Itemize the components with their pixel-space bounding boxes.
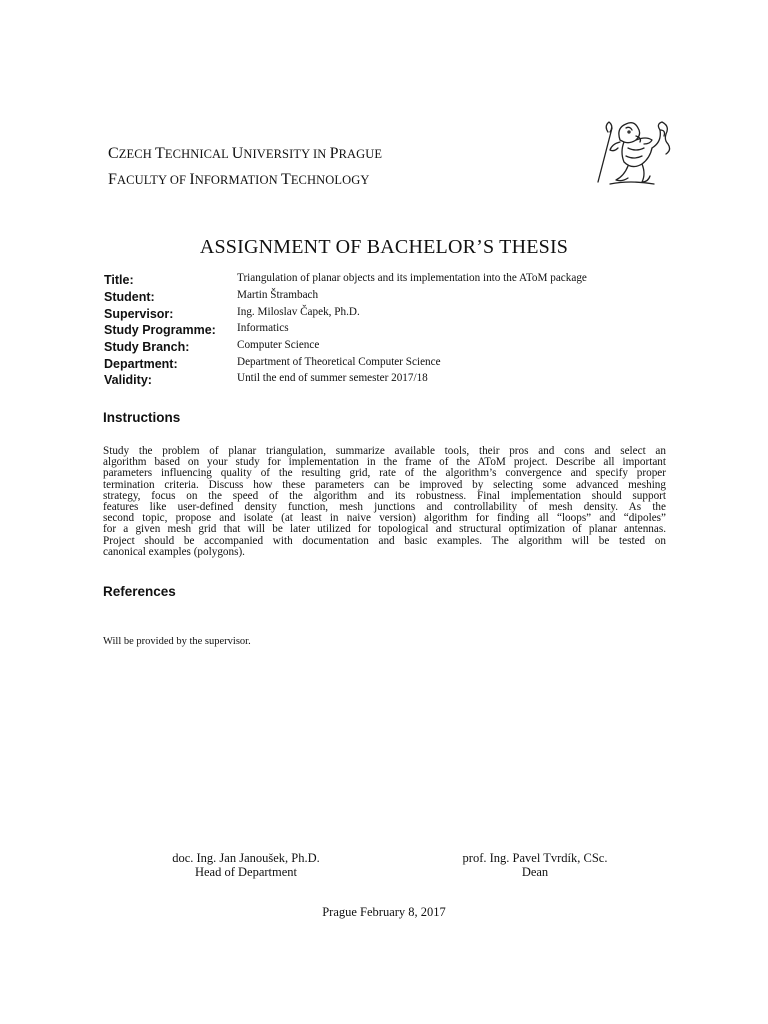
instructions-body bbox=[103, 446, 666, 558]
instructions-line: parameters influencing quality of the resulting grid, rate of the algorithm’s convergence and specify proper bbox=[103, 467, 666, 480]
instructions-line: for a given mesh grid that will be later utilized for topological and structural optimization of planar antennas. bbox=[103, 523, 666, 536]
instructions-line: features like user-defined density function, mesh junctions and controllability of mesh density. As the bbox=[103, 500, 666, 513]
meta-label: Department: bbox=[104, 357, 178, 371]
meta-label: Validity: bbox=[104, 373, 152, 387]
signatory-role: Dean bbox=[521, 865, 549, 879]
university-lion-logo bbox=[590, 118, 674, 188]
place-and-date: Prague February 8, 2017 bbox=[322, 905, 446, 919]
references-heading: References bbox=[103, 584, 176, 599]
meta-value: Computer Science bbox=[237, 339, 320, 351]
signature-head-of-department bbox=[126, 851, 366, 879]
signatory-name: prof. Ing. Pavel Tvrdík, CSc. bbox=[462, 851, 608, 865]
meta-label: Study Branch: bbox=[104, 340, 190, 354]
meta-label: Supervisor: bbox=[104, 307, 174, 321]
instructions-line: Project should be accompanied with documentation and basic examples. The algorithm will be tested on bbox=[103, 534, 666, 547]
meta-value: Informatics bbox=[237, 322, 289, 334]
instructions-line: Study the problem of planar triangulation, summarize available tools, their pros and cons and select an bbox=[103, 445, 666, 457]
meta-label: Student: bbox=[104, 290, 155, 304]
instructions-line: termination criteria. Discuss how these parameters can be improved by selecting some advanced meshing bbox=[103, 478, 666, 491]
meta-value: Until the end of summer semester 2017/18 bbox=[237, 372, 428, 384]
references-body: Will be provided by the supervisor. bbox=[103, 636, 251, 647]
instructions-heading: Instructions bbox=[103, 410, 181, 425]
meta-value: Triangulation of planar objects and its implementation into the AToM package bbox=[237, 272, 587, 284]
signatory-name: doc. Ing. Jan Janoušek, Ph.D. bbox=[172, 851, 320, 865]
university-name: CZECH TECHNICAL UNIVERSITY IN PRAGUE bbox=[108, 145, 383, 162]
signatory-role: Head of Department bbox=[194, 865, 298, 879]
meta-value: Ing. Miloslav Čapek, Ph.D. bbox=[237, 306, 360, 318]
meta-label: Title: bbox=[104, 273, 134, 287]
faculty-name: FACULTY OF INFORMATION TECHNOLOGY bbox=[108, 171, 370, 188]
instructions-line: canonical examples (polygons). bbox=[103, 545, 245, 558]
meta-value: Martin Štrambach bbox=[237, 289, 319, 301]
instructions-line: strategy, focus on the speed of the algorithm and its robustness. Final implementation should support bbox=[103, 489, 666, 502]
meta-label: Study Programme: bbox=[104, 323, 216, 337]
meta-value: Department of Theoretical Computer Science bbox=[237, 356, 441, 368]
instructions-line: algorithm based on your study for implementation in the frame of the AToM project. Describe all important bbox=[103, 456, 666, 469]
signature-dean bbox=[415, 851, 655, 879]
instructions-line: second topic, propose and isolate (at least in naive version) algorithm for finding all “loops” and “dipoles” bbox=[103, 512, 666, 525]
document-title: ASSIGNMENT OF BACHELOR’S THESIS bbox=[199, 236, 569, 258]
